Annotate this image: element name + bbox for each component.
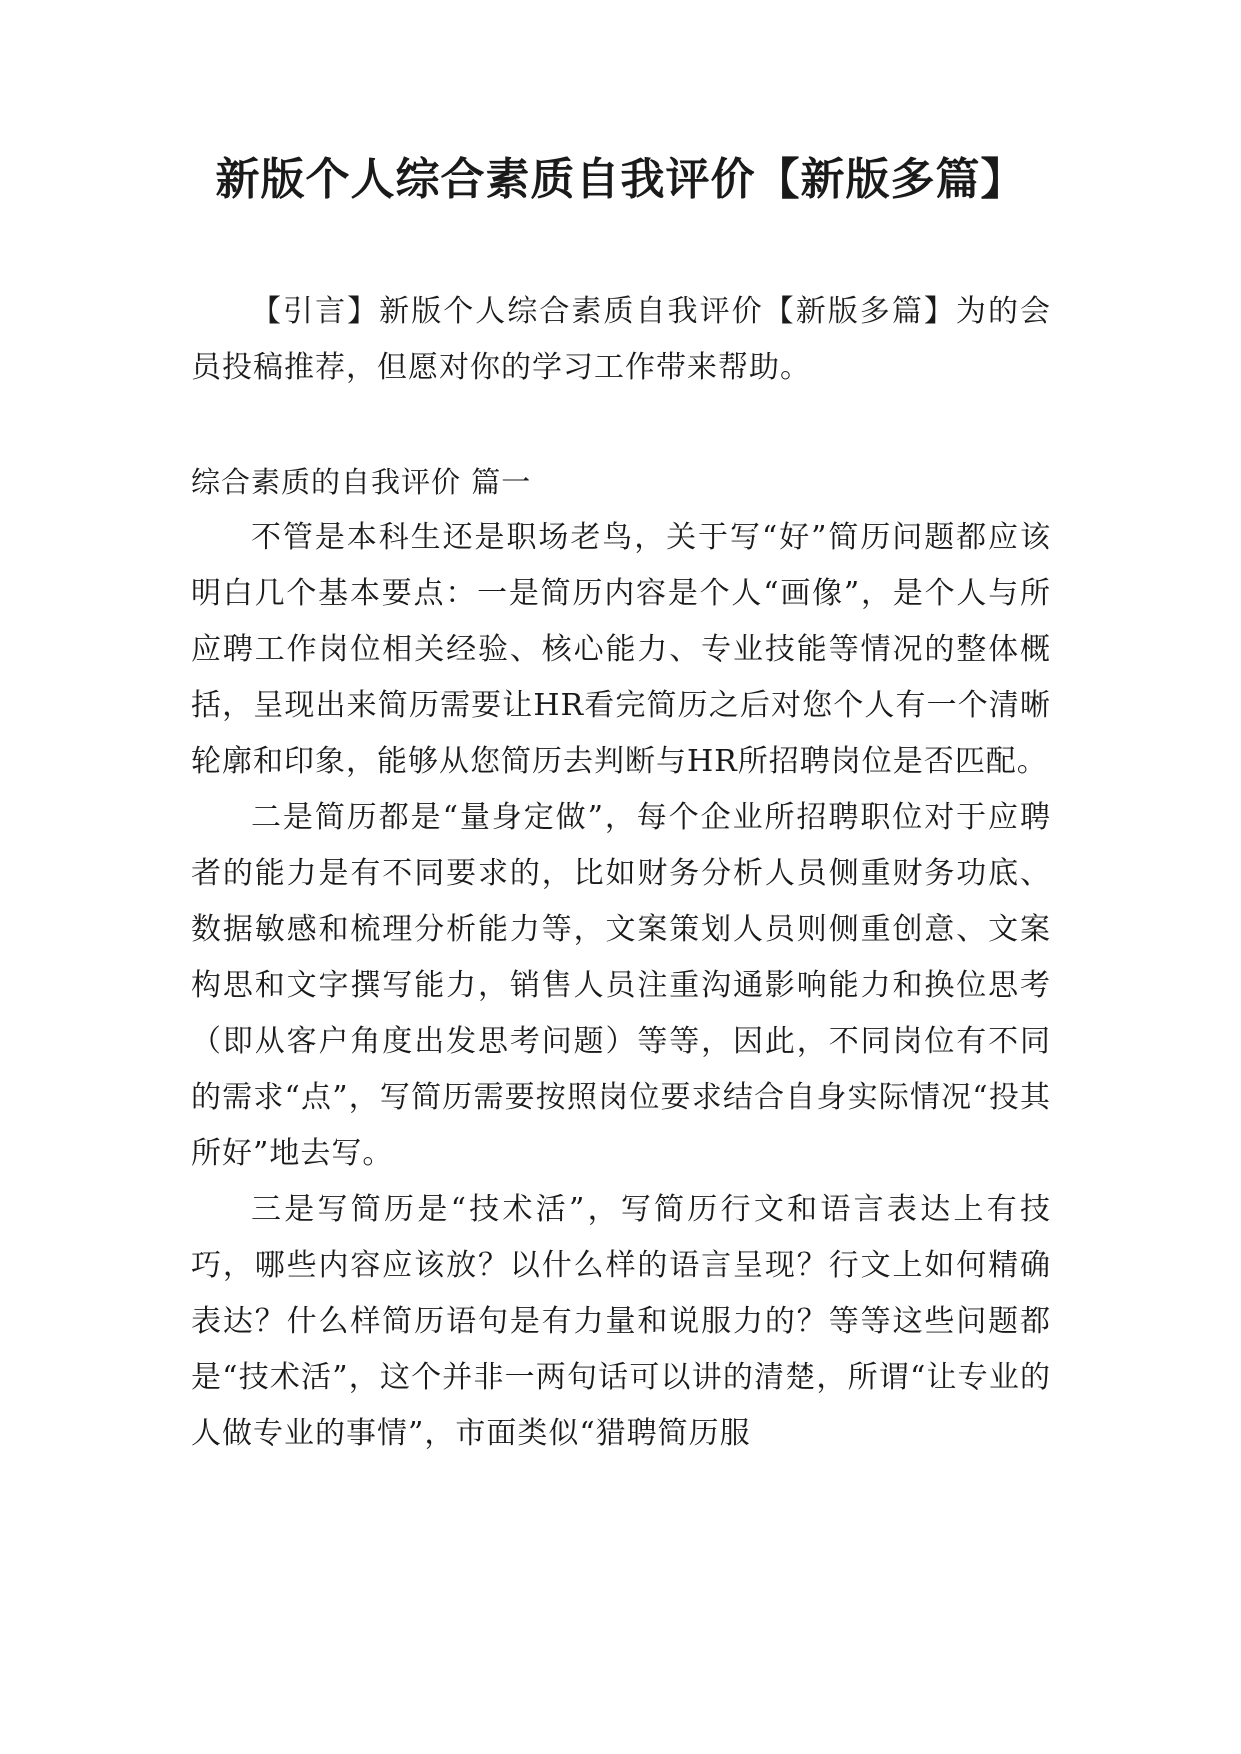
- section-heading: 综合素质的自我评价 篇一: [191, 465, 532, 499]
- body-paragraph-1: 不管是本科生还是职场老鸟，关于写“好”简历问题都应该明白几个基本要点：一是简历内容是个人“画像”，是个人与所应聘工作岗位相关经验、核心能力、专业技能等情况的整体概括，呈现出来简历需要让HR看完简历之后对您个人有一个清晰轮廓和印象，能够从您简历去判断与HR所招聘岗位是否匹配。: [191, 520, 1051, 779]
- intro-paragraph: 【引言】新版个人综合素质自我评价【新版多篇】为的会员投稿推荐，但愿对你的学习工作带来帮助。: [191, 294, 1051, 385]
- body-paragraph-3: 三是写简历是“技术活”，写简历行文和语言表达上有技巧，哪些内容应该放？以什么样的语言呈现？行文上如何精确表达？什么样简历语句是有力量和说服力的？等等这些问题都是“技术活”，这个并非一两句话可以讲的清楚，所谓“让专业的人做专业的事情”，市面类似“猎聘简历服: [191, 1192, 1051, 1451]
- document-body: [191, 284, 1051, 1462]
- body-paragraph-2: 二是简历都是“量身定做”，每个企业所招聘职位对于应聘者的能力是有不同要求的，比如财务分析人员侧重财务功底、数据敏感和梳理分析能力等，文案策划人员则侧重创意、文案构思和文字撰写能力，销售人员注重沟通影响能力和换位思考（即从客户角度出发思考问题）等等，因此，不同岗位有不同的需求“点”，写简历需要按照岗位要求结合自身实际情况“投其所好”地去写。: [191, 800, 1051, 1171]
- document-title: 新版个人综合素质自我评价【新版多篇】: [215, 154, 1026, 205]
